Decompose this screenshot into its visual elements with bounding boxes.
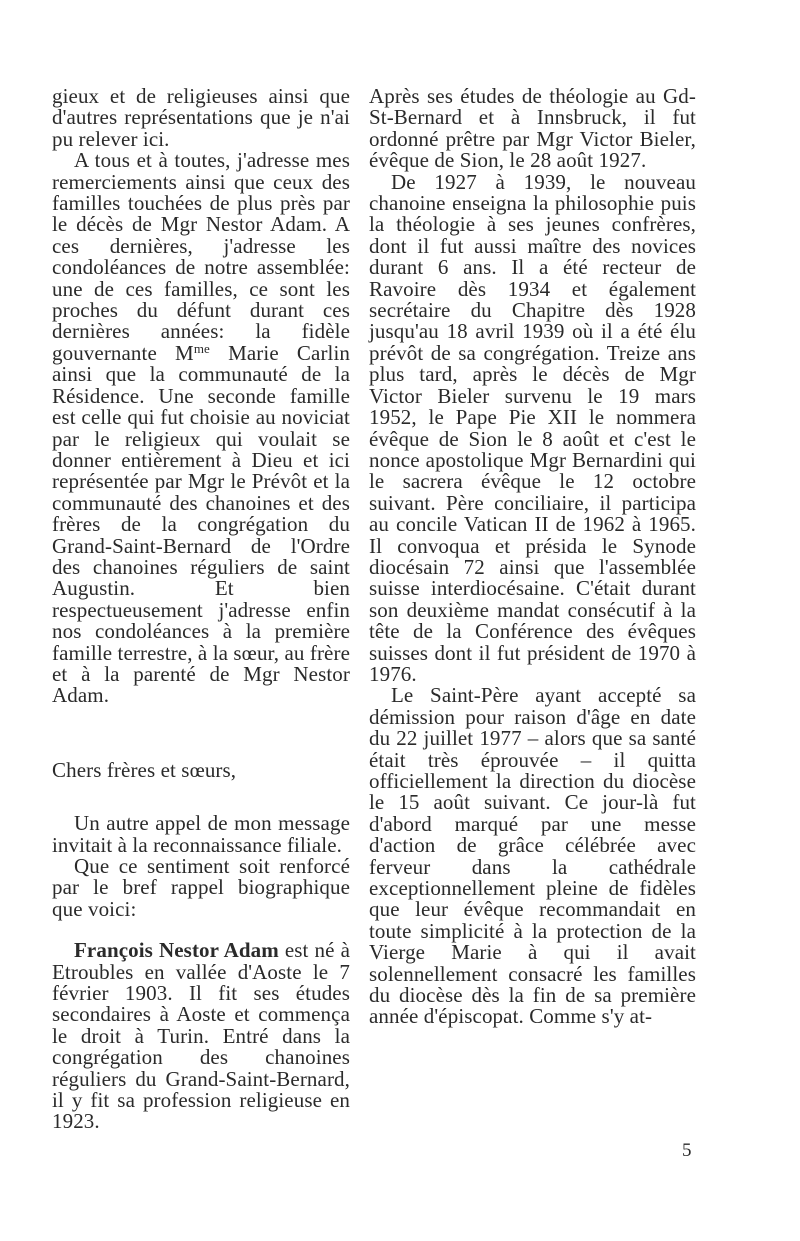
paragraph-filial-appeal: Un autre appel de mon message invitait à la reconnaissance filiale. [52, 811, 350, 857]
paragraph-resignation: Le Saint-Père ayant accepté sa démission pour raison d'âge en date du 22 juillet 1977 – alors que sa santé était très éprouvée – il quitta officiellement la direction du diocèse le 15 août suivant. Ce jour-là fut d'abord marqué par une messe d'action de grâce célébrée avec ferveur dans la cathédrale exceptionnellement pleine de fidèles que leur évêque recommandait en toute simplicité à la protection de la Vierge Marie à qui il avait solennellement consacré les familles du diocèse dès la fin de sa première année d'épiscopat. Comme s'y at- [369, 683, 696, 1029]
paragraph-ordination: Après ses études de théologie au Gd-St-Bernard et à Innsbruck, il fut ordonné prêtre par Mgr Victor Bieler, évêque de Sion, le 28 août 1927. [369, 84, 696, 173]
left-column [52, 86, 350, 1133]
right-column [369, 86, 696, 1028]
paragraph-thanks-text-continued: Marie Carlin ainsi que la communauté de la Résidence. Une seconde famille est celle qui fut choisie au noviciat par le religieux qui voulait se donner entièrement à Dieu et ici représentée par Mgr le Prévôt et la communauté des chanoines et des frères de la congrégation du Grand-Saint-Bernard de l'Ordre des chanoines réguliers de saint Augustin. Et bien respectueusement j'adresse enfin nos condoléances à la première famille terrestre, à la sœur, au frère et à la parenté de Mgr Nestor Adam. [52, 340, 351, 708]
paragraph-biography-start [52, 940, 350, 1133]
paragraph-career: De 1927 à 1939, le nouveau chanoine enseigna la philosophie puis la théologie à ses jeunes confrères, dont il fut aussi maître des novices durant 6 ans. Il a été recteur de Ravoire dès 1934 et également secrétaire du Chapitre dès 1928 jusqu'au 18 avril 1939 où il a été élu prévôt de sa congrégation. Treize ans plus tard, après le décès de Mgr Victor Bieler survenu le 19 mars 1952, le Pape Pie XII le nommera évêque de Sion le 8 août et c'est le nonce apostolique Mgr Bernardini qui le sacrera évêque le 12 octobre suivant. Père conciliaire, il participa au concile Vatican II de 1962 à 1965. Il convoqua et présida le Synode diocésain 72 ainsi que l'assemblée suisse interdiocésaine. C'était durant son deuxième mandat consécutif à la tête de la Conférence des évêques suisses dont il fut président de 1970 à 1976. [369, 169, 696, 686]
biography-text: est né à Etroubles en vallée d'Aoste le 7 février 1903. Il fit ses études secondaires à Aoste et commença le droit à Turin. Entré dans la congrégation des chanoines réguliers du Grand-Saint-Bernard, il y fit sa profession religieuse en 1923. [52, 938, 350, 1134]
paragraph-thanks-condolences [52, 150, 350, 707]
salutation: Chers frères et sœurs, [52, 757, 237, 782]
paragraph-thanks-text: A tous et à toutes, j'adresse mes remerciements ainsi que ceux des familles touchées de plus près par le décès de Mgr Nestor Adam. A ces dernières, j'adresse les condoléances de notre assemblée: une de ces familles, ce sont les proches du défunt durant ces dernières années: la fidèle gouvernante M [52, 148, 350, 365]
paragraph-biography-intro: Que ce sentiment soit renforcé par le bref rappel biographique que voici: [52, 854, 350, 921]
paragraph-intro-continuation: gieux et de religieuses ainsi que d'autres représentations que je n'ai pu relever ici. [52, 84, 350, 151]
madame-abbreviation-superscript: me [193, 340, 210, 356]
page-number: 5 [682, 1140, 692, 1161]
biography-name: François Nestor Adam [74, 938, 279, 963]
